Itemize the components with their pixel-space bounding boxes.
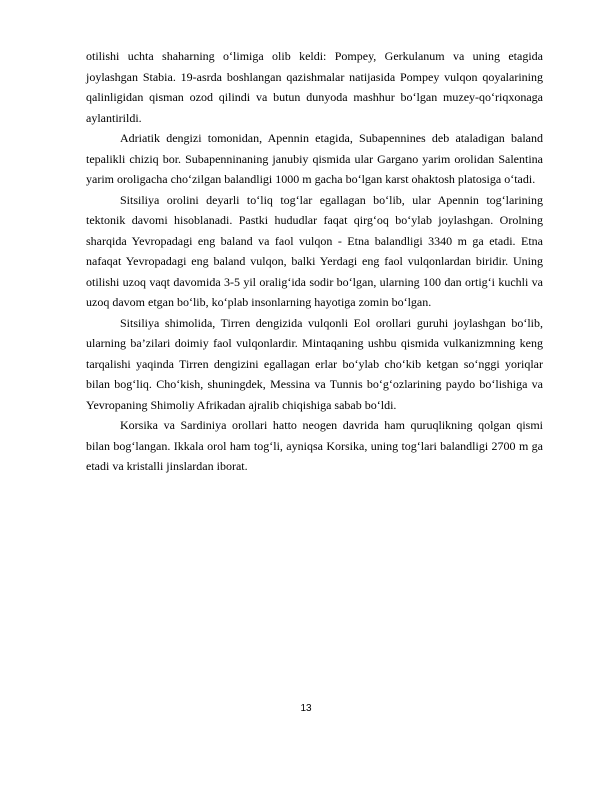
page-number: 13 xyxy=(300,703,312,714)
paragraph-aeolian-islands: Sitsiliya shimolida, Tirren dengizida vulqonli Eol orollari guruhi joylashgan bo‘lib, ularning ba’zilari doimiy faol vulqonlardir. Mintaqaning ushbu qismida vulkanizmning keng tarqalishi yaqinda Tirren dengizini egallagan erlar bo‘ylab cho‘kib ketgan so‘nggi yoriqlar bilan bog‘liq. Cho‘kish, shuningdek, Messina va Tunnis bo‘g‘ozlarining paydo bo‘lishiga va Yevropaning Shimoliy Afrikadan ajralib chiqishiga sabab bo‘ldi. xyxy=(86,315,543,412)
paragraph-pompey-continuation: otilishi uchta shaharning o‘limiga olib keldi: Pompey, Gerkulanum va uning etagida joylashgan Stabia. 19-asrda boshlangan qazishmalar natijasida Pompey vulqon qoyalarining qalinligidan qisman ozod qilindi va butun dunyoda mashhur bo‘lgan muzey-qo‘riqxonaga aylantirildi. xyxy=(86,49,543,125)
paragraph-sicily-etna: Sitsiliya orolini deyarli to‘liq tog‘lar egallagan bo‘lib, ular Apennin tog‘larining tektonik davomi hisoblanadi. Pastki hududlar faqat qirg‘oq bo‘ylab joylashgan. Orolning sharqida Yevropadagi eng baland va faol vulqon - Etna balandligi 3340 m ga etadi. Etna nafaqat Yevropadagi eng baland vulqon, balki Yerdagi eng faol vulqonlardan biridir. Uning otilishi uzoq vaqt davomida 3-5 yil oralig‘ida sodir bo‘lgan, ularning 100 dan ortig‘i kuchli va uzoq davom etgan bo‘lib, ko‘plab insonlarning hayotiga zomin bo‘lgan. xyxy=(86,192,543,309)
document-body xyxy=(86,46,543,477)
paragraph-corsica-sardinia: Korsika va Sardiniya orollari hatto neogen davrida ham quruqlikning qolgan qismi bilan bog‘langan. Ikkala orol ham tog‘li, ayniqsa Korsika, uning tog‘lari balandligi 2700 m ga etadi va kristalli jinslardan iborat. xyxy=(86,418,543,473)
paragraph-subapennines: Adriatik dengizi tomonidan, Apennin etagida, Subapennines deb ataladigan baland tepalikli chiziq bor. Subapenninaning janubiy qismida ular Gargano yarim orolidan Salentina yarim oroligacha cho‘zilgan balandligi 1000 m gacha bo‘lgan karst ohaktosh platosiga o‘tadi. xyxy=(86,131,543,186)
